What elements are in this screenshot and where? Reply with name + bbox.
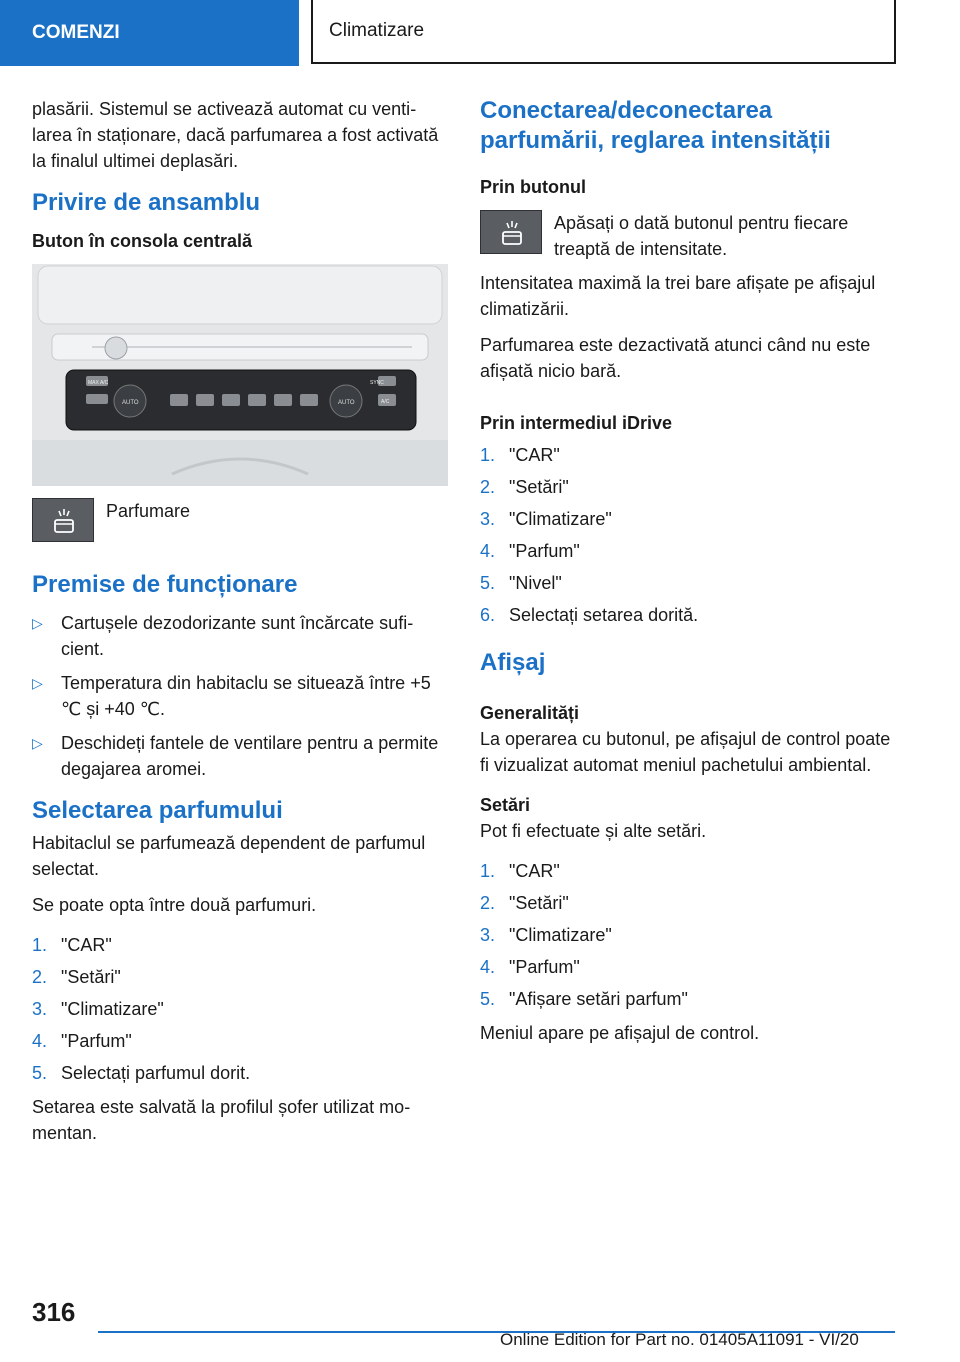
auto-left-label: AUTO [122, 400, 139, 406]
parfum-caption: Parfumare [106, 501, 191, 521]
list-item: 3. "Climatizare" [480, 509, 612, 529]
settings-end-paragraph: Meniul apare pe afișajul de control. [480, 1023, 760, 1043]
console-illustration [32, 264, 448, 486]
idrive-heading: Prin intermediul iDrive [480, 413, 673, 433]
onoff-heading: Conectarea/deconectarea parfumării, reglarea intensității [480, 97, 831, 154]
select-paragraph-1: Habitaclul se parfumează dependent de parfumul selectat. [32, 833, 426, 879]
fragrance-button-icon [32, 498, 94, 542]
left-column [32, 96, 450, 1156]
list-item: 2. "Setări" [480, 477, 569, 497]
auto-right-label: AUTO [338, 400, 355, 406]
sync-label: SYNC [370, 380, 384, 386]
list-item: 2. "Setări" [32, 967, 121, 987]
select-steps [32, 932, 450, 1086]
prereq-heading: Premise de funcționare [32, 571, 298, 598]
list-item: 6. Selectați setarea dorită. [480, 605, 699, 625]
ac-label: A/C [381, 399, 390, 405]
triangle-bullet-icon: ▷ [32, 615, 43, 631]
list-item: 5. "Nivel" [480, 573, 562, 593]
idrive-steps [480, 442, 900, 628]
settings-paragraph: Pot fi efectuate și alte setări. [480, 821, 707, 841]
list-item: 1. "CAR" [480, 445, 560, 465]
list-item: 1. "CAR" [32, 935, 112, 955]
list-item: ▷ Deschideți fantele de ventilare pentru a permite degajarea aromei. [32, 730, 450, 782]
by-button-heading: Prin butonul [480, 177, 586, 197]
prereq-list [32, 610, 450, 782]
list-item: ▷ Cartușele dezodorizante sunt încărcate suficient. [32, 610, 450, 662]
list-item: 2. "Setări" [480, 893, 569, 913]
center-console-photo [32, 264, 448, 486]
list-item: 4. "Parfum" [480, 957, 580, 977]
by-button-row [480, 210, 900, 262]
fragrance-button-icon [480, 210, 542, 254]
select-paragraph-2: Se poate opta între două parfumuri. [32, 895, 317, 915]
intro-paragraph: plasării. Sistemul se activează automat cu ventilarea în staționare, dacă parfumarea a fost activată la finalul ultimei deplasări. [32, 99, 439, 171]
chapter-label: Climatizare [329, 20, 425, 41]
overview-heading: Privire de ansamblu [32, 189, 261, 216]
list-item: 3. "Climatizare" [480, 925, 612, 945]
right-column [480, 96, 900, 1056]
settings-steps [480, 858, 900, 1012]
display-heading: Afișaj [480, 649, 546, 676]
list-item: ▷ Temperatura din habitaclu se situează între +5 ℃ și +40 ℃. [32, 670, 450, 722]
edition-note: Online Edition for Part no. 01405A11091 - VI/20 [500, 1330, 859, 1349]
max-ac-label: MAX A/C [88, 380, 109, 386]
triangle-bullet-icon: ▷ [32, 735, 43, 751]
max-intensity-paragraph: Intensitatea maximă la trei bare afișate pe afișajul climatizării. [480, 273, 876, 319]
section-label: COMENZI [32, 22, 120, 43]
off-paragraph: Parfumarea este dezactivată atunci când nu este afișată nicio bară. [480, 335, 871, 381]
general-heading: Generalități [480, 703, 580, 723]
list-item: 5. "Afișare setări parfum" [480, 989, 688, 1009]
list-item: 3. "Climatizare" [32, 999, 164, 1019]
list-item: 4. "Parfum" [32, 1031, 132, 1051]
section-tab[interactable] [0, 0, 299, 66]
settings-heading: Setări [480, 795, 531, 815]
button-subheading: Buton în consola centrală [32, 231, 253, 251]
by-button-text: Apăsați o dată butonul pentru fiecare treaptă de intensitate. [554, 213, 849, 259]
general-paragraph: La operarea cu butonul, pe afișajul de control poate fi vizualizat automat meniul pachetului ambiental. [480, 729, 891, 775]
chapter-tab[interactable] [311, 0, 896, 64]
select-paragraph-3: Setarea este salvată la profilul șofer utilizat momentan. [32, 1097, 411, 1143]
select-heading: Selectarea parfumului [32, 797, 283, 824]
list-item: 5. Selectați parfumul dorit. [32, 1063, 251, 1083]
list-item: 1. "CAR" [480, 861, 560, 881]
page-number: 316 [32, 1297, 76, 1327]
list-item: 4. "Parfum" [480, 541, 580, 561]
triangle-bullet-icon: ▷ [32, 675, 43, 691]
parfum-icon-row [32, 498, 450, 542]
